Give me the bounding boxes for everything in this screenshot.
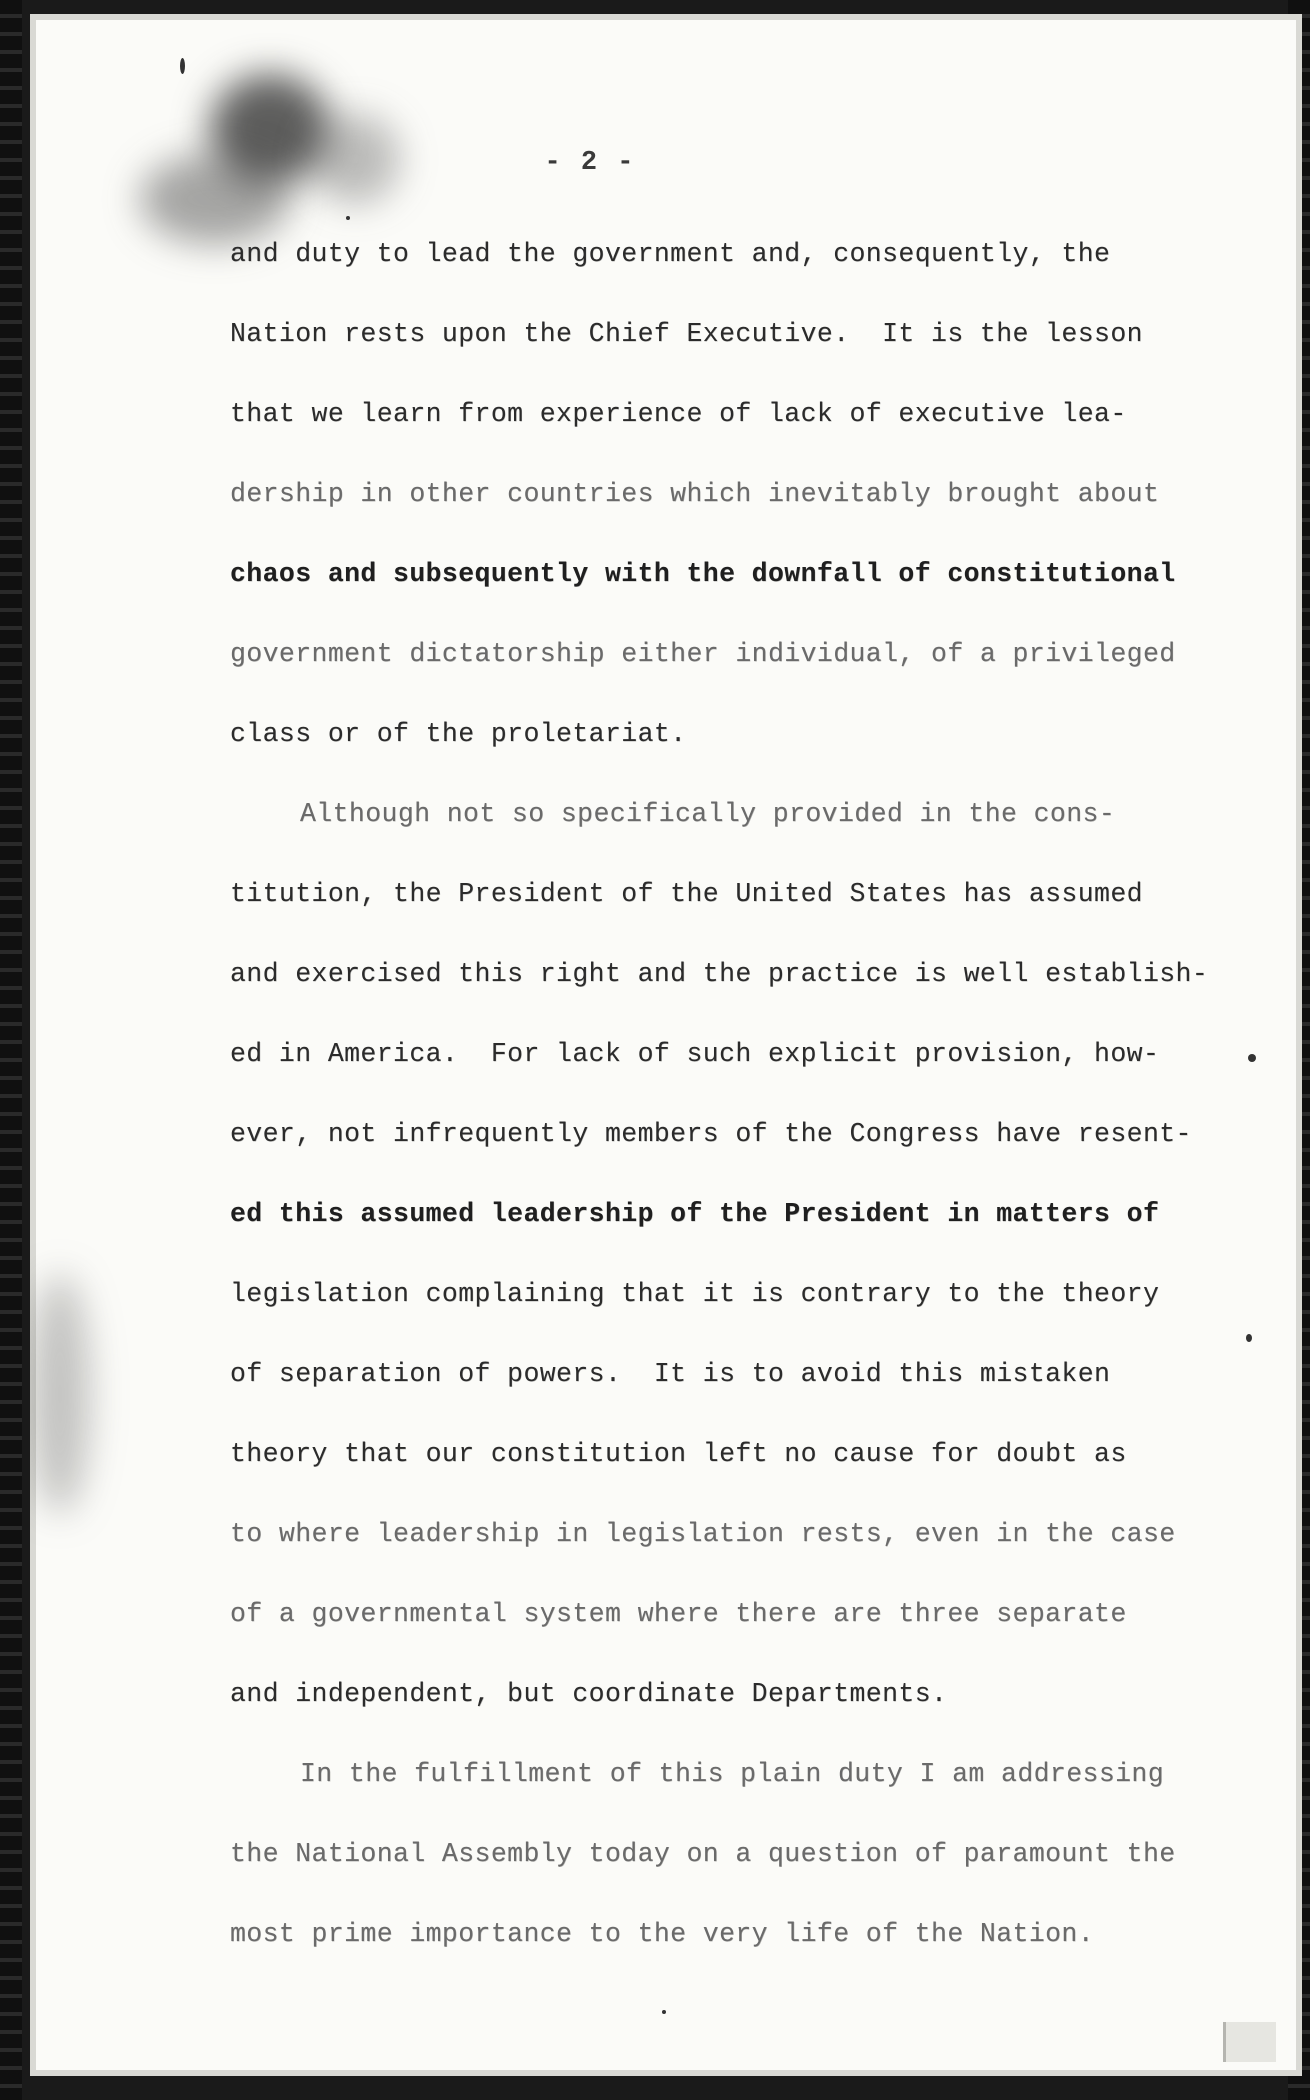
- text-line: most prime importance to the very life of the Nation.: [230, 1919, 1095, 1949]
- ink-smudge: [30, 1274, 90, 1514]
- text-line: Nation rests upon the Chief Executive. It is the lesson: [230, 319, 1143, 349]
- speck: [1248, 1054, 1256, 1062]
- speck: [180, 58, 185, 74]
- text-line: class or of the proletariat.: [230, 719, 687, 749]
- text-line: the National Assembly today on a question of paramount the: [230, 1839, 1176, 1869]
- text-line: ed in America. For lack of such explicit provision, how-: [230, 1039, 1160, 1069]
- speck: [662, 2010, 666, 2014]
- paragraph-3: [230, 1734, 1210, 1974]
- document-page: [30, 14, 1302, 2076]
- text-line: ever, not infrequently members of the Congress have resent-: [230, 1119, 1192, 1149]
- text-line: dership in other countries which inevitably brought about: [230, 479, 1160, 509]
- text-line: Although not so specifically provided in the cons-: [300, 799, 1116, 829]
- paragraph-2: [230, 774, 1210, 1734]
- text-line: and exercised this right and the practice is well establish-: [230, 959, 1209, 989]
- text-line: of a governmental system where there are three separate: [230, 1599, 1127, 1629]
- text-line: of separation of powers. It is to avoid this mistaken: [230, 1359, 1111, 1389]
- text-line: titution, the President of the United States has assumed: [230, 879, 1143, 909]
- text-line: government dictatorship either individual, of a privileged: [230, 639, 1176, 669]
- text-line: to where leadership in legislation rests, even in the case: [230, 1519, 1176, 1549]
- text-line: In the fulfillment of this plain duty I am addressing: [300, 1759, 1165, 1789]
- typed-text-block: [230, 124, 1210, 1974]
- text-line: and independent, but coordinate Departments.: [230, 1679, 948, 1709]
- paragraph-1: [230, 214, 1210, 774]
- speck: [1246, 1334, 1252, 1342]
- text-line: legislation complaining that it is contrary to the theory: [230, 1279, 1160, 1309]
- text-line: ed this assumed leadership of the President in matters of: [230, 1199, 1160, 1229]
- text-line: that we learn from experience of lack of executive lea-: [230, 399, 1127, 429]
- page-corner-tab: [1223, 2022, 1276, 2062]
- page-number: - 2 -: [544, 148, 636, 178]
- text-line: and duty to lead the government and, consequently, the: [230, 239, 1111, 269]
- text-line: theory that our constitution left no cause for doubt as: [230, 1439, 1127, 1469]
- film-edge-left: [0, 0, 22, 2100]
- text-line: chaos and subsequently with the downfall of constitutional: [230, 559, 1176, 589]
